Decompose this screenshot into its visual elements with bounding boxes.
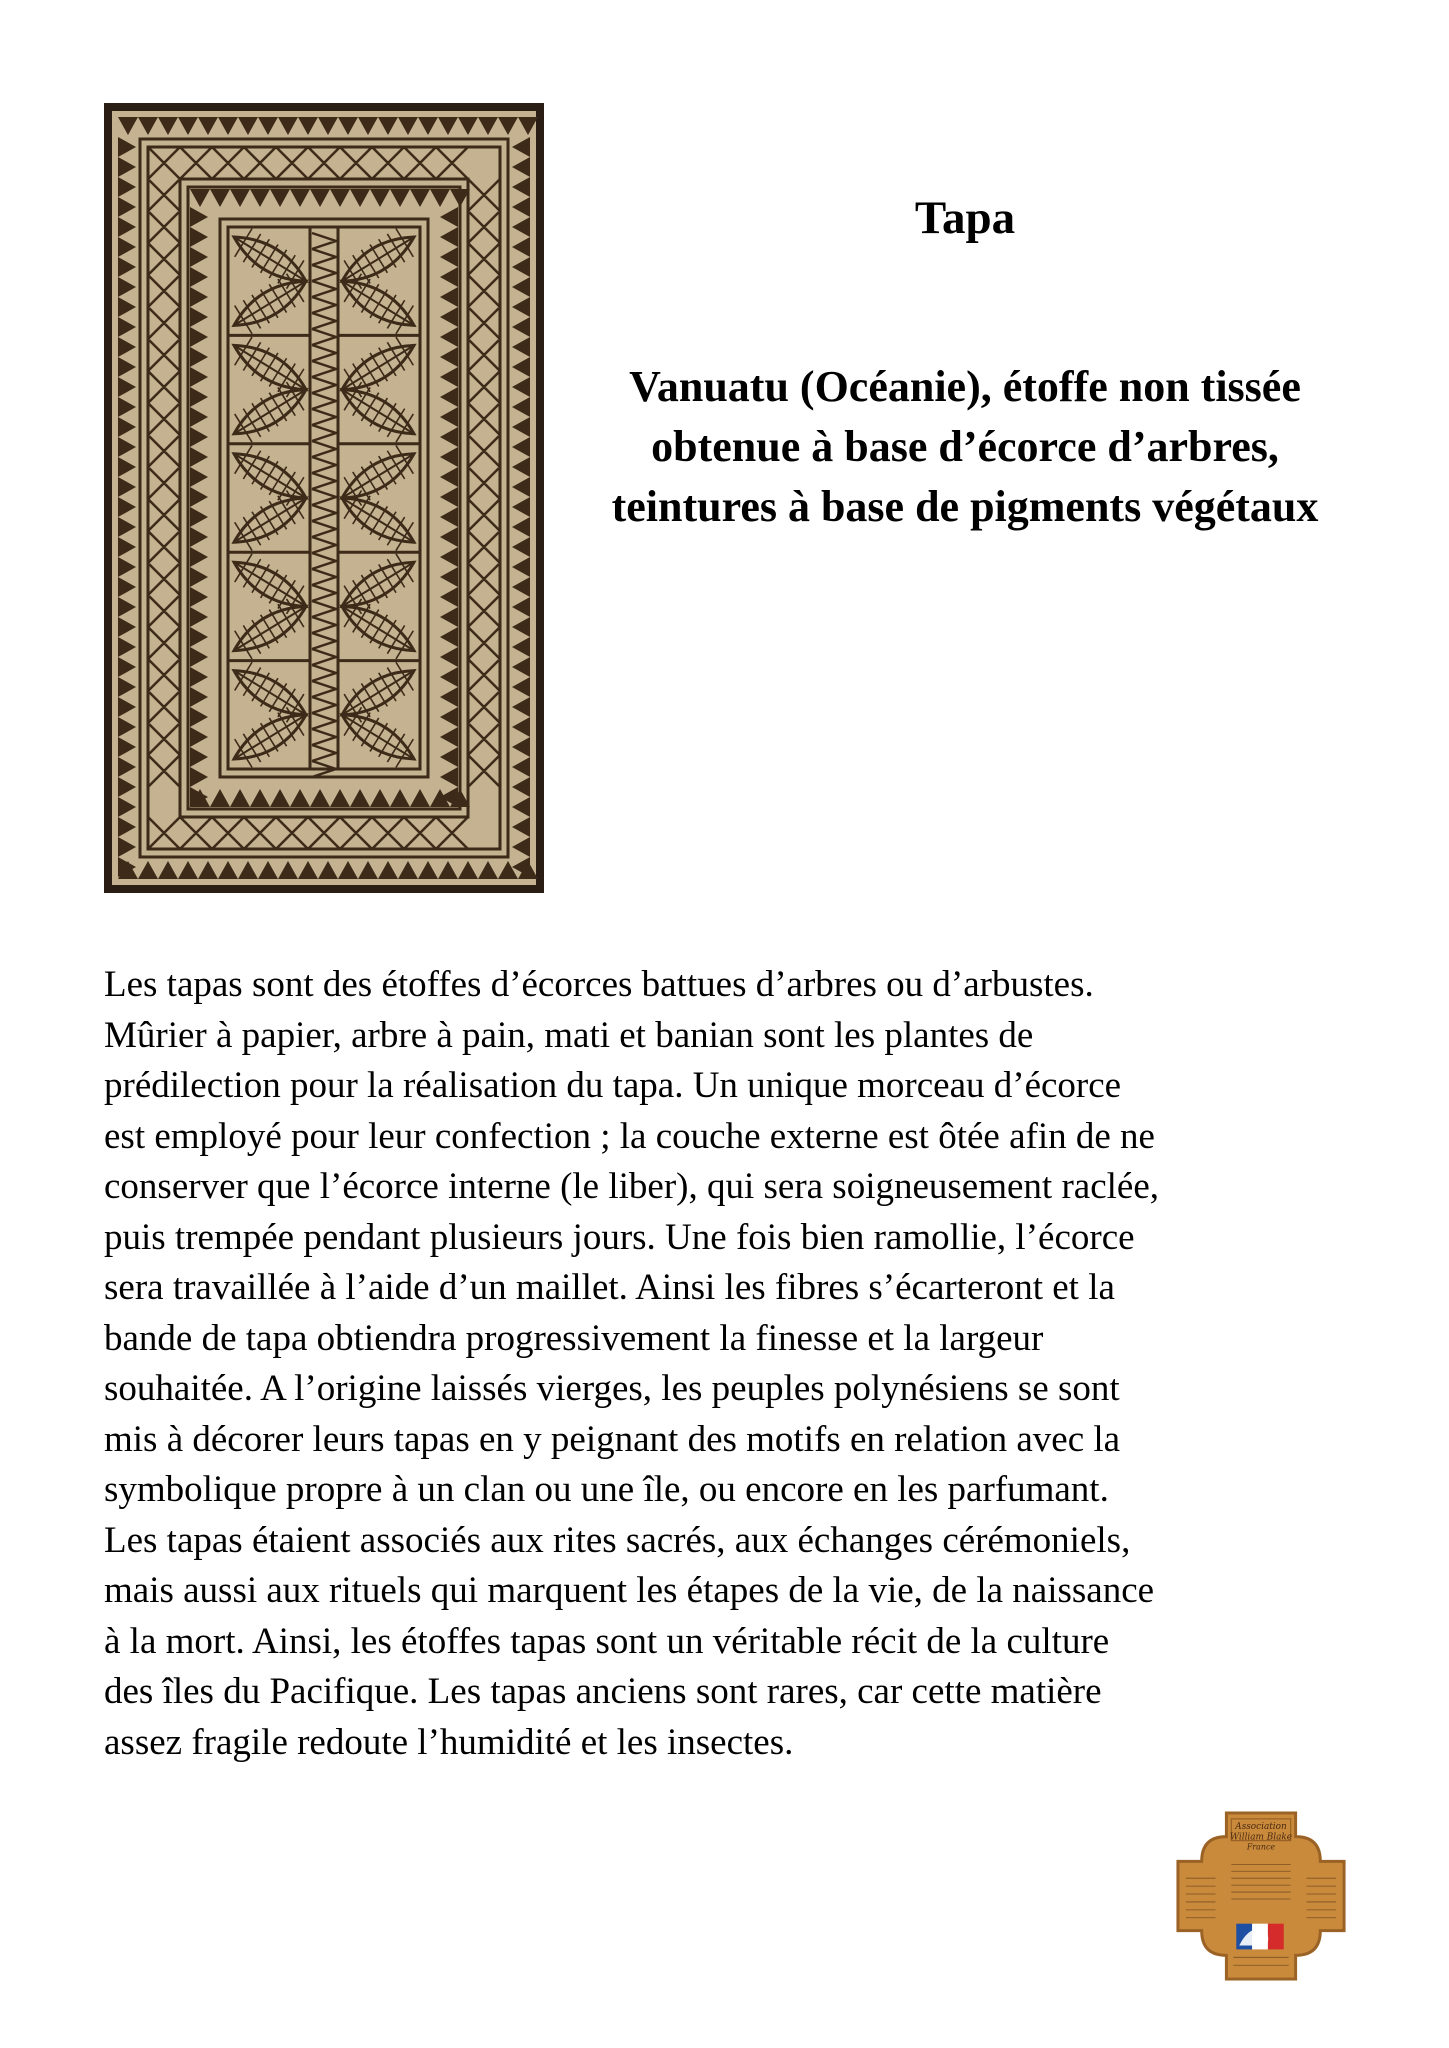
seal-icon <box>1172 1807 1350 1985</box>
tapa-cloth-photo <box>104 103 544 893</box>
page-title: Tapa <box>914 192 1016 244</box>
description-paragraph <box>104 960 1374 1768</box>
paragraph-line: prédilection pour la réalisation du tapa. Un unique morceau d’écorce <box>104 1065 1122 1106</box>
paragraph-line: souhaitée. A l’origine laissés vierges, les peuples polynésiens se sont <box>104 1368 1120 1409</box>
paragraph-line: est employé pour leur confection ; la couche externe est ôtée afin de ne <box>104 1115 1155 1157</box>
paragraph-line: mis à décorer leurs tapas en y peignant des motifs en relation avec la <box>104 1418 1121 1460</box>
paragraph-line: puis trempée pendant plusieurs jours. Une fois bien ramollie, l’écorce <box>104 1216 1135 1258</box>
paragraph-line: mais aussi aux rituels qui marquent les étapes de la vie, de la naissance <box>104 1570 1155 1611</box>
paragraph-line: Les tapas étaient associés aux rites sacrés, aux échanges cérémoniels, <box>104 1519 1131 1561</box>
paragraph-line: sera travaillée à l’aide d’un maillet. Ainsi les fibres s’écarteront et la <box>104 1267 1115 1308</box>
svg-text:France: France <box>1246 1842 1276 1852</box>
caption-line: Vanuatu (Océanie), étoffe non tissée <box>629 362 1301 411</box>
paragraph-line: Mûrier à papier, arbre à pain, mati et banian sont les plantes de <box>104 1014 1034 1056</box>
svg-text:William Blake: William Blake <box>1229 1832 1293 1843</box>
paragraph-line: assez fragile redoute l’humidité et les insectes. <box>104 1721 794 1763</box>
paragraph-line: symbolique propre à un clan ou une île, ou encore en les parfumant. <box>104 1469 1109 1510</box>
caption-line: teintures à base de pigments végétaux <box>611 482 1319 531</box>
paragraph-line: conserver que l’écorce interne (le liber), qui sera soigneusement raclée, <box>104 1166 1160 1207</box>
paragraph-line: des îles du Pacifique. Les tapas anciens sont rares, car cette matière <box>104 1671 1102 1712</box>
paragraph-line: bande de tapa obtiendra progressivement la finesse et la largeur <box>104 1317 1044 1359</box>
paragraph-line: Les tapas sont des étoffes d’écorces battues d’arbres ou d’arbustes. <box>104 964 1094 1005</box>
association-seal-logo <box>1172 1807 1350 1985</box>
paragraph-line: à la mort. Ainsi, les étoffes tapas sont un véritable récit de la culture <box>104 1620 1110 1662</box>
tapa-cloth-image <box>104 103 544 893</box>
svg-text:Association: Association <box>1235 1821 1287 1832</box>
artwork-caption <box>560 357 1370 537</box>
caption-line: obtenue à base d’écorce d’arbres, <box>651 422 1279 471</box>
